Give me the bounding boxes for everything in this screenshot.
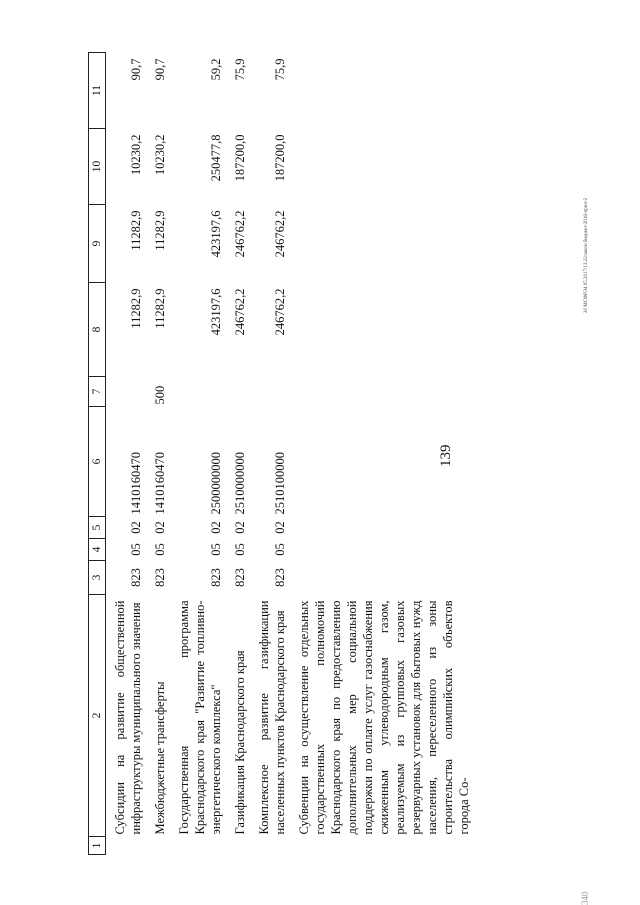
- cell-name: [226, 595, 250, 837]
- cell-col1: [290, 837, 474, 855]
- cell-value: 246762,2: [273, 288, 287, 336]
- cell-code: 823: [233, 568, 247, 587]
- budget-table: [88, 52, 474, 855]
- cell-value: 10230,2: [129, 134, 143, 176]
- row-name: Газификация Краснодарского края: [233, 650, 247, 835]
- cell-col1: [106, 837, 147, 855]
- cell-subsection: 02: [209, 521, 223, 534]
- cell-percent: [290, 53, 474, 129]
- corner-mark: 340: [580, 891, 590, 905]
- col-header: 5: [89, 517, 106, 539]
- table-row: [226, 53, 250, 855]
- cell-percent: 90,7: [153, 58, 167, 81]
- cell-percent: 59,2: [209, 58, 223, 81]
- cell-code: 823: [209, 568, 223, 587]
- table-row: [250, 53, 290, 855]
- cell-value: 11282,9: [153, 288, 167, 329]
- cell-expense-type: [250, 377, 290, 407]
- cell-expense-type: [170, 377, 226, 407]
- col-header: 11: [89, 53, 106, 129]
- col-header: 6: [89, 407, 106, 517]
- cell-col1: [170, 837, 226, 855]
- cell-value: 187200,0: [273, 134, 287, 182]
- cell-target: 1410160470: [153, 452, 167, 515]
- table-row: [290, 53, 474, 855]
- col-header: 3: [89, 561, 106, 595]
- row-name: Субсидии на развитие общественной инфраструктуры муниципального значения: [113, 600, 143, 835]
- cell-section: [290, 539, 474, 561]
- cell-name: [250, 595, 290, 837]
- col-header: 1: [89, 837, 106, 855]
- cell-value: [290, 129, 474, 205]
- header-row: [89, 53, 106, 855]
- cell-expense-type: 500: [153, 385, 167, 405]
- row-name: Комплексное развитие газификации населенных пунктов Краснодарского края: [257, 600, 287, 835]
- cell-section: 05: [233, 543, 247, 556]
- cell-percent: 75,9: [233, 58, 247, 81]
- cell-value: 423197,6: [209, 210, 223, 258]
- cell-target: 2510000000: [233, 452, 247, 515]
- cell-subsection: 02: [233, 521, 247, 534]
- table-row: [170, 53, 226, 855]
- cell-percent: 90,7: [129, 58, 143, 81]
- cell-value: 11282,9: [129, 210, 143, 251]
- table-row: [106, 53, 147, 855]
- col-header: 8: [89, 283, 106, 377]
- cell-name: [170, 595, 226, 837]
- cell-subsection: 02: [153, 521, 167, 534]
- cell-value: 250477,8: [209, 134, 223, 182]
- page-number: 139: [438, 444, 454, 467]
- cell-section: 05: [209, 543, 223, 556]
- cell-code: [290, 561, 474, 595]
- cell-code: 823: [273, 568, 287, 587]
- table-row: [146, 53, 170, 855]
- cell-name: [290, 595, 474, 837]
- row-name: Межбюджетные трансферты: [153, 681, 167, 835]
- cell-expense-type: [106, 377, 147, 407]
- footer-code: 20 МСФРЭ4 05.2017/13.22/закон бюджет-2016-прил-2: [584, 197, 589, 313]
- cell-target: 2500000000: [209, 452, 223, 515]
- col-header: 7: [89, 377, 106, 407]
- cell-value: 187200,0: [233, 134, 247, 182]
- cell-target: 1410160470: [129, 452, 143, 515]
- cell-section: 05: [273, 543, 287, 556]
- col-header: 4: [89, 539, 106, 561]
- cell-code: 823: [153, 568, 167, 587]
- cell-col1: [146, 837, 170, 855]
- col-header: 9: [89, 205, 106, 283]
- cell-name: [106, 595, 147, 837]
- cell-value: 246762,2: [273, 210, 287, 258]
- cell-subsection: 02: [273, 521, 287, 534]
- cell-section: 05: [129, 543, 143, 556]
- cell-value: 246762,2: [233, 210, 247, 258]
- cell-col1: [226, 837, 250, 855]
- cell-section: 05: [153, 543, 167, 556]
- cell-target: [290, 407, 474, 517]
- cell-percent: 75,9: [273, 58, 287, 81]
- row-name: Субвенции на осуществление отдельных государственных полномочий Краснодарского края по предоставлению дополнительных мер социальной поддержки по оплате услуг газоснабжения сжиженным углеводородным газом, реализуемым из групповых газовых резервуарных установок для бытовых нужд населения, переселенного из зоны строительства олимпийских объектов города Со-: [297, 600, 471, 835]
- cell-value: [290, 283, 474, 377]
- cell-value: [290, 205, 474, 283]
- cell-expense-type: [226, 377, 250, 407]
- cell-code: 823: [129, 568, 143, 587]
- cell-value: 423197,6: [209, 288, 223, 336]
- cell-target: 2510100000: [273, 452, 287, 515]
- cell-value: 11282,9: [129, 288, 143, 329]
- col-header: 10: [89, 129, 106, 205]
- cell-name: [146, 595, 170, 837]
- col-header: 2: [89, 595, 106, 837]
- cell-value: 10230,2: [153, 134, 167, 176]
- cell-value: 246762,2: [233, 288, 247, 336]
- cell-subsection: [290, 517, 474, 539]
- cell-expense-type: [290, 377, 474, 407]
- cell-subsection: 02: [129, 521, 143, 534]
- cell-col1: [250, 837, 290, 855]
- cell-value: 11282,9: [153, 210, 167, 251]
- row-name: Государственная программа Краснодарского края "Развитие топливно-энергетического комплекса": [177, 600, 223, 835]
